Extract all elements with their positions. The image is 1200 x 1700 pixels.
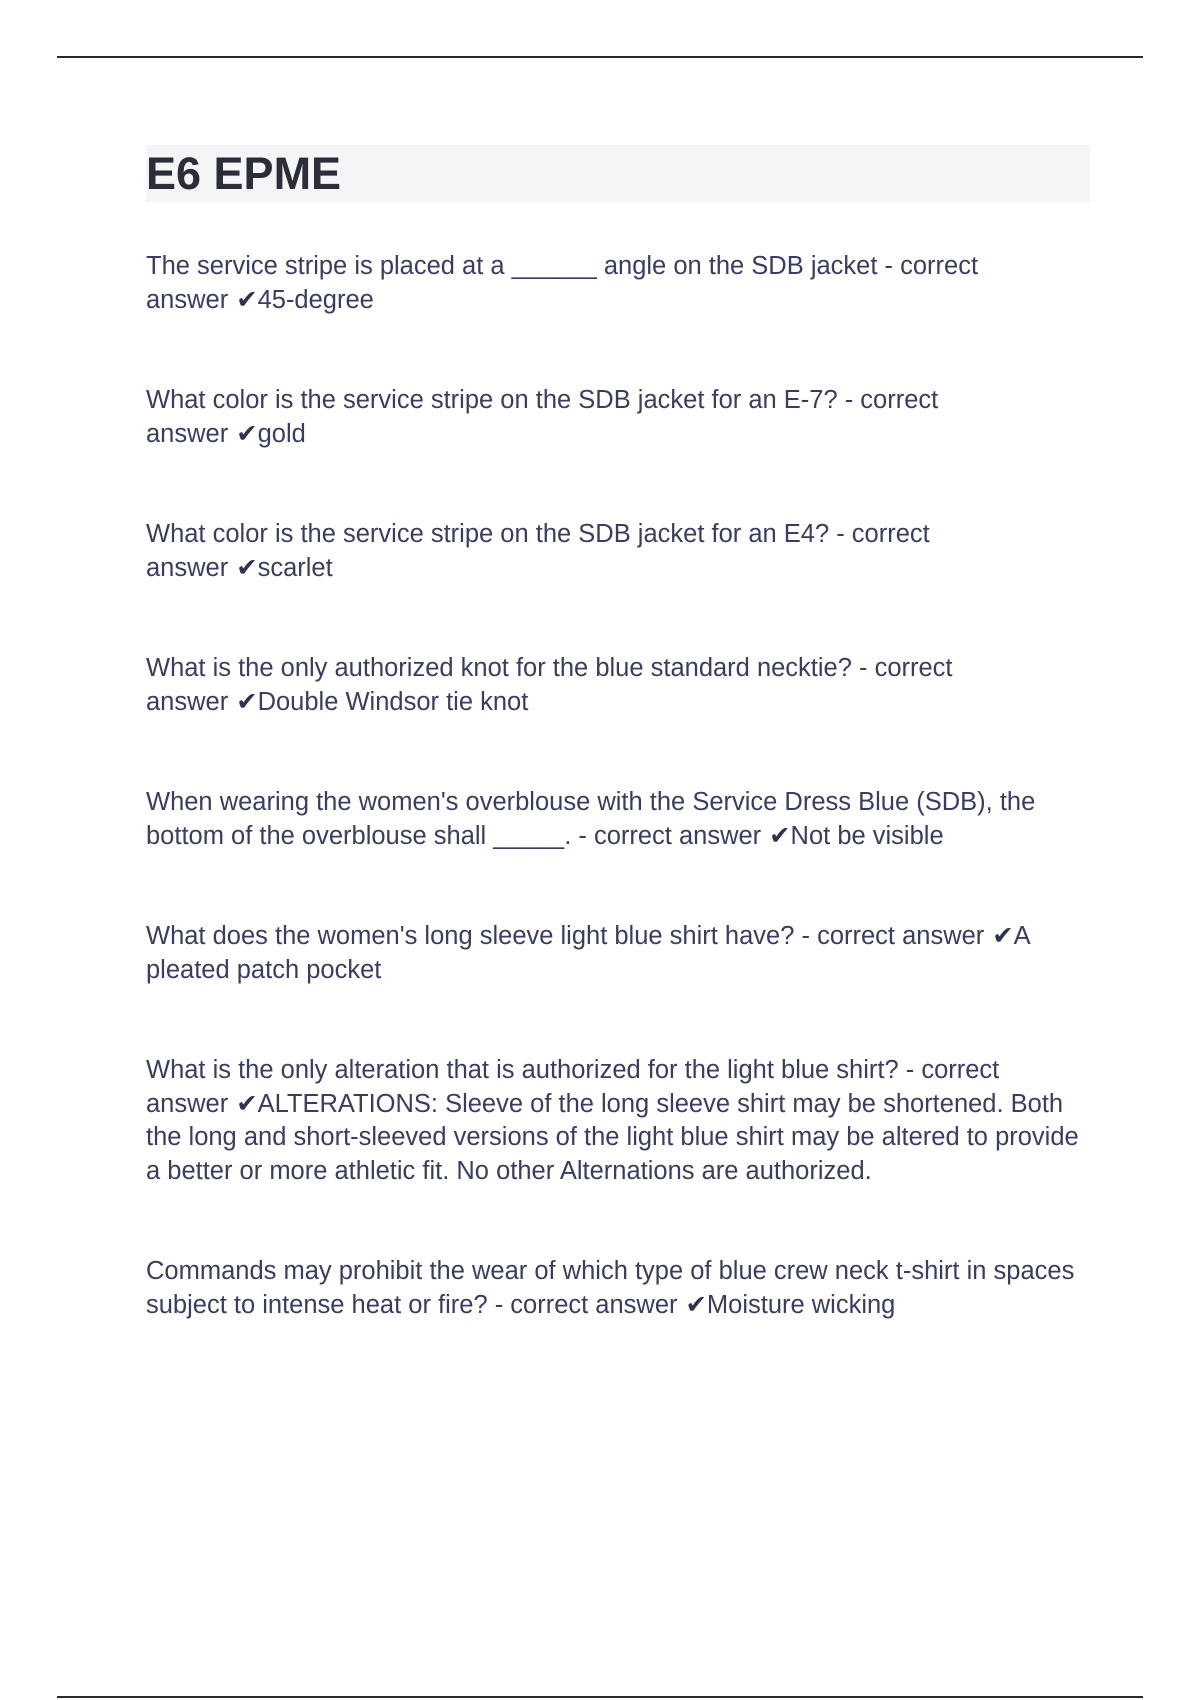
check-icon: ✔	[236, 285, 258, 314]
check-icon: ✔	[685, 1290, 707, 1319]
question-text: What does the women's long sleeve light blue shirt have? - correct answer	[146, 922, 985, 950]
check-icon: ✔	[236, 419, 258, 448]
answer-text: Moisture wicking	[706, 1290, 896, 1319]
check-icon: ✔	[236, 687, 258, 716]
document-title: E6 EPME	[146, 148, 342, 199]
qa-item	[146, 920, 1094, 987]
answer-text: A pleated patch pocket	[146, 922, 1030, 984]
check-icon: ✔	[236, 553, 258, 582]
qa-item	[146, 1255, 1094, 1322]
question-text: When wearing the women's overblouse with the Service Dress Blue (SDB), the bottom of the overblouse shall _____. - correct answer	[146, 788, 1036, 850]
question-text: What color is the service stripe on the SDB jacket for an E-7? - correct answer	[146, 386, 939, 448]
answer-text: Not be visible	[790, 821, 944, 850]
answer-text: ALTERATIONS: Sleeve of the long sleeve shirt may be shortened. Both the long and short-sleeved versions of the light blue shirt may be altered to provide a better or more athletic fit. No other Alternations are authorized.	[146, 1089, 1079, 1185]
answer-text: scarlet	[257, 553, 333, 582]
answer-text: gold	[257, 419, 306, 448]
qa-item	[146, 1054, 1094, 1188]
qa-list	[146, 250, 1094, 1389]
qa-item	[146, 250, 1094, 317]
check-icon: ✔	[769, 821, 791, 850]
check-icon: ✔	[992, 922, 1014, 950]
answer-text: 45-degree	[257, 285, 374, 314]
qa-item	[146, 786, 1094, 853]
top-divider	[57, 56, 1143, 58]
qa-item	[146, 652, 1094, 719]
bottom-divider	[57, 1696, 1143, 1698]
answer-text: Double Windsor tie knot	[257, 687, 529, 716]
question-text: The service stripe is placed at a ______ angle on the SDB jacket - correct answer	[146, 252, 979, 314]
question-text: What is the only authorized knot for the blue standard necktie? - correct answer	[146, 654, 953, 716]
question-text: Commands may prohibit the wear of which type of blue crew neck t-shirt in spaces subject to intense heat or fire? - correct answer	[146, 1257, 1075, 1319]
qa-item	[146, 384, 1094, 451]
question-text: What is the only alteration that is authorized for the light blue shirt? - correct answer	[146, 1056, 1000, 1118]
question-text: What color is the service stripe on the SDB jacket for an E4? - correct answer	[146, 520, 930, 582]
qa-item	[146, 518, 1094, 585]
check-icon: ✔	[236, 1089, 258, 1118]
